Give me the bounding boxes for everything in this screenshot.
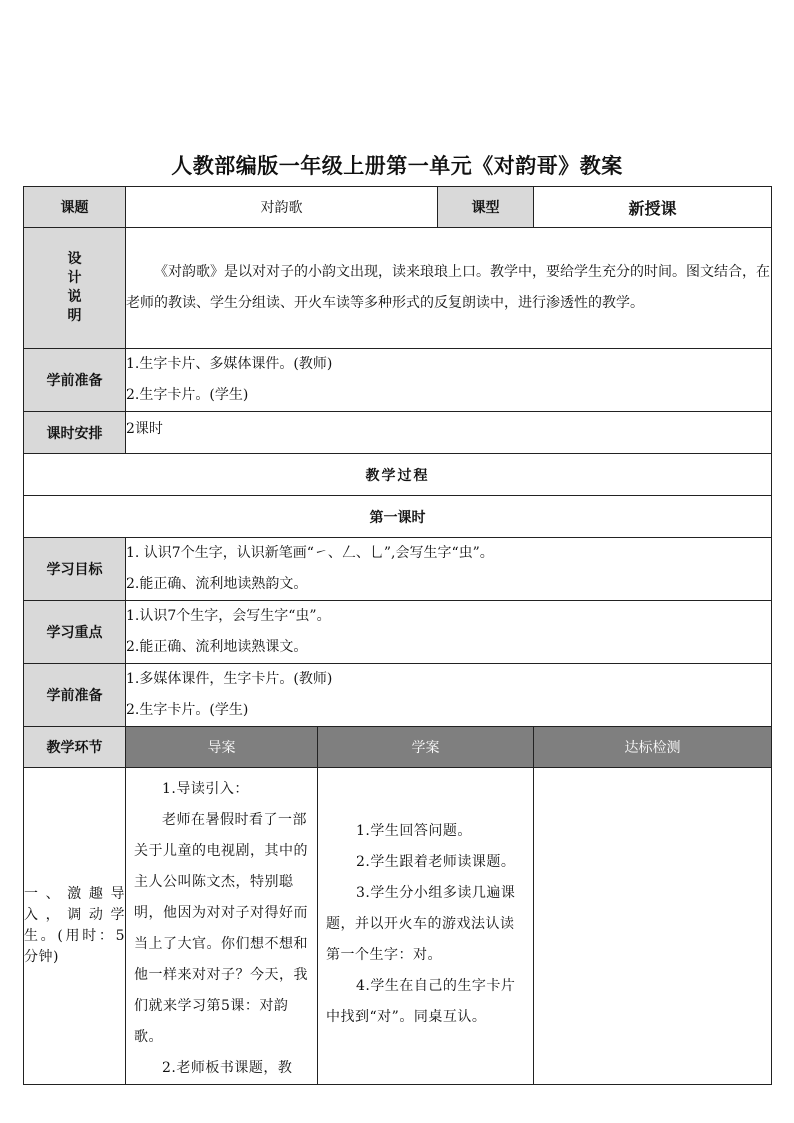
prep2-row — [24, 664, 772, 727]
guide-header: 导案 — [126, 727, 318, 768]
design-text: 《对韵歌》是以对对子的小韵文出现，读来琅琅上口。教学中，要给学生充分的时间。图文结合，在老师的教读、学生分组读、开火车读等多种形式的反复朗读中，进行渗透性的教学。 — [126, 228, 772, 349]
header-row — [24, 187, 772, 228]
prep1-line: 1.生字卡片、多媒体课件。(教师) — [126, 356, 333, 372]
prep1-content — [126, 349, 772, 412]
schedule-value: 2课时 — [126, 412, 772, 454]
process-title: 教学过程 — [24, 454, 772, 496]
student-header: 学案 — [318, 727, 534, 768]
prep2-content — [126, 664, 772, 727]
design-label-char: 计 — [67, 270, 82, 286]
prep1-line: 2.生字卡片。(学生) — [126, 387, 249, 403]
focus-content — [126, 601, 772, 664]
prep2-line: 1.多媒体课件，生字卡片。(教师) — [126, 671, 333, 687]
type-label: 课型 — [438, 187, 534, 228]
guide-paragraph: 1.导读引入： — [162, 781, 249, 797]
lesson-title: 第一课时 — [24, 496, 772, 538]
course-value: 对韵歌 — [126, 187, 438, 228]
prep2-label: 学前准备 — [24, 664, 126, 727]
student-paragraph: 3.学生分小组多读几遍课题，并以开火车的游戏法认读第一个生字：对。 — [326, 885, 516, 963]
student-paragraph: 1.学生回答问题。 — [356, 823, 472, 839]
focus-line: 1.认识7个生字，会写生字“虫”。 — [126, 608, 331, 624]
schedule-row — [24, 412, 772, 454]
step1-guide — [126, 768, 318, 1085]
goals-line: 2.能正确、流利地读熟韵文。 — [126, 576, 308, 592]
course-label: 课题 — [24, 187, 126, 228]
step1-student — [318, 768, 534, 1085]
design-label-char: 说 — [67, 289, 82, 305]
focus-row — [24, 601, 772, 664]
design-row — [24, 228, 772, 349]
prep1-row — [24, 349, 772, 412]
focus-label: 学习重点 — [24, 601, 126, 664]
guide-paragraph: 老师在暑假时看了一部关于儿童的电视剧，其中的主人公叫陈文杰，特别聪明，他因为对对子对得好而当上了大官。你们想不想和他一样来对对子？今天，我们就来学习第5课：对韵歌。 — [134, 812, 308, 1045]
design-label — [24, 228, 126, 349]
goals-row — [24, 538, 772, 601]
type-value: 新授课 — [534, 187, 772, 228]
schedule-label: 课时安排 — [24, 412, 126, 454]
student-paragraph: 2.学生跟着老师读课题。 — [356, 854, 516, 870]
process-title-row — [24, 454, 772, 496]
prep1-label: 学前准备 — [24, 349, 126, 412]
goals-content — [126, 538, 772, 601]
lesson-title-row — [24, 496, 772, 538]
step1-row — [24, 768, 772, 1085]
goals-line: 1. 认识7个生字，认识新笔画“㇀、𠃋、乚”,会写生字“虫”。 — [126, 545, 494, 561]
guide-paragraph: 2.老师板书课题，教 — [162, 1060, 293, 1076]
check-header: 达标检测 — [534, 727, 772, 768]
lesson-plan-table — [23, 186, 772, 1085]
step1-check — [534, 768, 772, 1085]
goals-label: 学习目标 — [24, 538, 126, 601]
design-label-char: 设 — [67, 251, 82, 267]
design-label-char: 明 — [67, 308, 82, 324]
prep2-line: 2.生字卡片。(学生) — [126, 702, 249, 718]
stage-header: 教学环节 — [24, 727, 126, 768]
student-paragraph: 4.学生在自己的生字卡片中找到“对”。同桌互认。 — [326, 978, 516, 1025]
step1-stage: 一、激趣导入，调动学生。(用时：5分钟) — [24, 768, 126, 1085]
focus-line: 2.能正确、流利地读熟课文。 — [126, 639, 308, 655]
document-title: 人教部编版一年级上册第一单元《对韵哥》教案 — [171, 153, 623, 178]
process-header-row — [24, 727, 772, 768]
